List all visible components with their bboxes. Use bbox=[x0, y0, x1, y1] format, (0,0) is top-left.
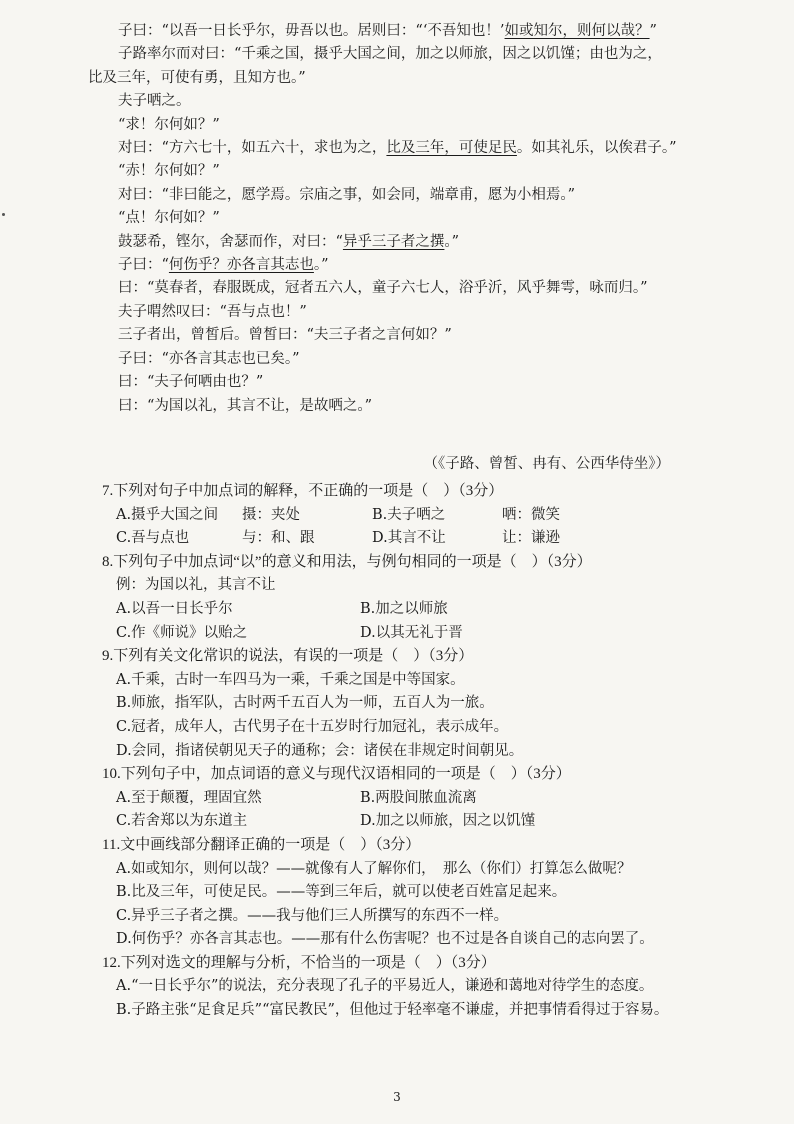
question-8-options-ab bbox=[102, 598, 702, 622]
option-d[interactable]: D.会同，指诸侯朝见天子的通称；会：诸侯在非规定时间朝见。 bbox=[116, 742, 524, 759]
passage-line: 曰：“为国以礼，其言不让，是故哂之。” bbox=[118, 397, 373, 414]
passage-line: 夫子哂之。 bbox=[118, 93, 191, 110]
question-10: 10.下列句子中，加点词语的意义与现代汉语相同的一项是（ ）（3分） bbox=[102, 766, 571, 783]
page-number: 3 bbox=[393, 1090, 401, 1104]
classical-passage bbox=[88, 20, 718, 418]
option-b[interactable]: B.夫子哂之 bbox=[372, 506, 446, 523]
option-a[interactable]: A.“一日长乎尔”的说法，充分表现了孔子的平易近人，谦逊和蔼地对待学生的态度。 bbox=[116, 978, 654, 995]
passage-line: “赤！尔何如？” bbox=[118, 163, 220, 180]
option-d[interactable]: D.加之以师旅，因之以饥馑 bbox=[360, 813, 536, 830]
option-b-gloss: 哂：微笑 bbox=[502, 506, 560, 523]
underlined-sentence: 何伤乎？亦各言其志也 bbox=[168, 257, 314, 274]
question-9: 9.下列有关文化常识的说法，有误的一项是（ ）（3分） bbox=[102, 648, 474, 665]
option-a[interactable]: A.至于颠覆，理固宜然 bbox=[116, 789, 262, 806]
underlined-sentence: 比及三年，可使足民 bbox=[386, 140, 517, 157]
passage-line: “点！尔何如？” bbox=[118, 210, 220, 227]
passage-line: 对曰：“非曰能之，愿学焉。宗庙之事，如会同，端章甫，愿为小相焉。” bbox=[118, 186, 576, 203]
question-10-options-ab bbox=[102, 787, 702, 811]
option-a[interactable]: A.以吾一日长乎尔 bbox=[116, 600, 233, 617]
passage-line: 曰：“莫春者，春服既成，冠者五六人，童子六七人，浴乎沂，风乎舞雩，咏而归。” bbox=[118, 280, 648, 297]
passage-line: 子曰：“亦各言其志也已矣。” bbox=[118, 350, 300, 367]
question-8-example: 例：为国以礼，其言不让 bbox=[116, 577, 276, 594]
passage-line: 三子者出，曾皙后。曾皙曰：“夫三子者之言何如？” bbox=[118, 327, 452, 344]
question-12: 12.下列对选文的理解与分析，不恰当的一项是（ ）（3分） bbox=[102, 954, 496, 971]
passage-line: 比及三年，可使有勇，且知方也。” bbox=[88, 69, 306, 86]
option-b[interactable]: B.师旅，指军队，古时两千五百人为一师，五百人为一旅。 bbox=[116, 695, 494, 712]
underlined-sentence: 如或知尔，则何以哉？ bbox=[504, 23, 650, 39]
passage-line: 对曰：“方六七十，如五六十，求也为之，比及三年，可使足民。如其礼乐，以俟君子。” bbox=[118, 140, 677, 157]
question-11: 11.文中画线部分翻译正确的一项是（ ）（3分） bbox=[102, 836, 421, 853]
option-d[interactable]: D.以其无礼于晋 bbox=[360, 624, 463, 641]
option-a[interactable]: A.千乘，古时一车四马为一乘，千乘之国是中等国家。 bbox=[116, 671, 465, 688]
option-a[interactable]: A.如或知尔，则何以哉？——就像有人了解你们， 那么（你们）打算怎么做呢？ bbox=[116, 860, 632, 877]
option-d[interactable]: D.何伤乎？亦各言其志也。——那有什么伤害呢？也不过是各自谈自己的志向罢了。 bbox=[116, 931, 654, 948]
option-c[interactable]: C.异乎三子者之撰。——我与他们三人所撰写的东西不一样。 bbox=[116, 907, 509, 924]
option-d[interactable]: D.其言不让 bbox=[372, 530, 446, 547]
option-c[interactable]: C.吾与点也 bbox=[116, 530, 190, 547]
passage-line: 子曰：“何伤乎？亦各言其志也。” bbox=[118, 257, 329, 274]
underlined-sentence: 异乎三子者之撰 bbox=[342, 233, 445, 250]
question-7-options-ab bbox=[102, 504, 702, 528]
option-c-gloss: 与：和、跟 bbox=[242, 530, 315, 547]
option-c[interactable]: C.作《师说》以贻之 bbox=[116, 624, 248, 641]
passage-line: 子曰：“以吾一日长乎尔，毋吾以也。居则曰：“‘不吾知也！’如或知尔，则何以哉？” bbox=[118, 23, 657, 39]
margin-dot bbox=[2, 213, 5, 216]
option-a-gloss: 摄：夹处 bbox=[242, 506, 300, 523]
question-list bbox=[102, 480, 702, 1023]
option-b[interactable]: B.子路主张“足食足兵”“富民教民”，但他过于轻率毫不谦虚，并把事情看得过于容易。 bbox=[116, 1002, 669, 1019]
question-8: 8.下列句子中加点词“以”的意义和用法，与例句相同的一项是（ ）（3分） bbox=[102, 553, 592, 570]
question-7: 7.下列对句子中加点词的解释，不正确的一项是（ ）（3分） bbox=[102, 483, 504, 499]
passage-line: 鼓瑟希，铿尔，舍瑟而作，对曰：“异乎三子者之撰。” bbox=[118, 233, 460, 250]
passage-source: （《子路、曾皙、冉有、公西华侍坐》） bbox=[423, 456, 670, 472]
question-10-options-cd bbox=[102, 810, 702, 834]
passage-line: 夫子喟然叹曰：“吾与点也！” bbox=[118, 303, 307, 320]
question-8-options-cd bbox=[102, 622, 702, 646]
option-d-gloss: 让：谦逊 bbox=[502, 530, 560, 547]
option-c[interactable]: C.若舍郑以为东道主 bbox=[116, 813, 248, 830]
question-7-options-cd bbox=[102, 527, 702, 551]
passage-line: 曰：“夫子何哂由也？” bbox=[118, 374, 264, 391]
option-b[interactable]: B.两股间脓血流离 bbox=[360, 789, 477, 806]
passage-line: “求！尔何如？” bbox=[118, 116, 220, 133]
option-b[interactable]: B.加之以师旅 bbox=[360, 600, 448, 617]
option-b[interactable]: B.比及三年，可使足民。——等到三年后，就可以使老百姓富足起来。 bbox=[116, 884, 567, 901]
option-a[interactable]: A.摄乎大国之间 bbox=[116, 506, 219, 523]
option-c[interactable]: C.冠者，成年人，古代男子在十五岁时行加冠礼，表示成年。 bbox=[116, 718, 509, 735]
passage-line: 子路率尔而对曰：“千乘之国，摄乎大国之间，加之以师旅，因之以饥馑；由也为之， bbox=[118, 46, 662, 63]
